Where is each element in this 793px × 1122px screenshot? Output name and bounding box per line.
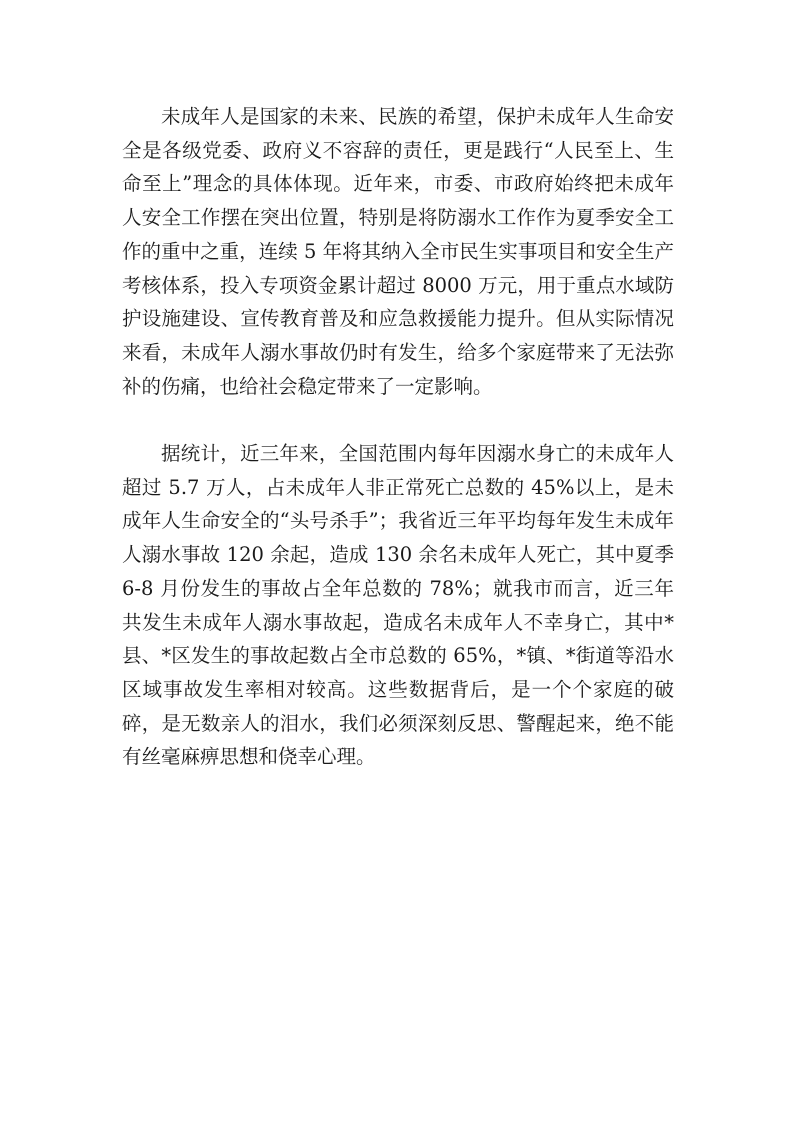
paragraph-2: 据统计，近三年来，全国范围内每年因溺水身亡的未成年人超过 5.7 万人，占未成年人非正常死亡总数的 45%以上，是未成年人生命安全的“头号杀手”；我省近三年平均每年发生未成年人溺水事故 120 余起，造成 130 余名未成年人死亡，其中夏季 6-8 月份发生的事故占全年总数的 78%；就我市而言，近三年共发生未成年人溺水事故起，造成名未成年人不幸身亡，其中*县、*区发生的事故起数占全市总数的 65%，*镇、*街道等沿水区域事故发生率相对较高。这些数据背后，是一个个家庭的破碎，是无数亲人的泪水，我们必须深刻反思、警醒起来，绝不能有丝毫麻痹思想和侥幸心理。 [122,442,674,769]
document-body [122,100,674,774]
paragraph-1: 未成年人是国家的未来、民族的希望，保护未成年人生命安全是各级党委、政府义不容辞的责任，更是践行“人民至上、生命至上”理念的具体体现。近年来，市委、市政府始终把未成年人安全工作摆在突出位置，特别是将防溺水工作作为夏季安全工作的重中之重，连续 5 年将其纳入全市民生实事项目和安全生产考核体系，投入专项资金累计超过 8000 万元，用于重点水域防护设施建设、宣传教育普及和应急救援能力提升。但从实际情况来看，未成年人溺水事故仍时有发生，给多个家庭带来了无法弥补的伤痛，也给社会稳定带来了一定影响。 [122,105,674,398]
